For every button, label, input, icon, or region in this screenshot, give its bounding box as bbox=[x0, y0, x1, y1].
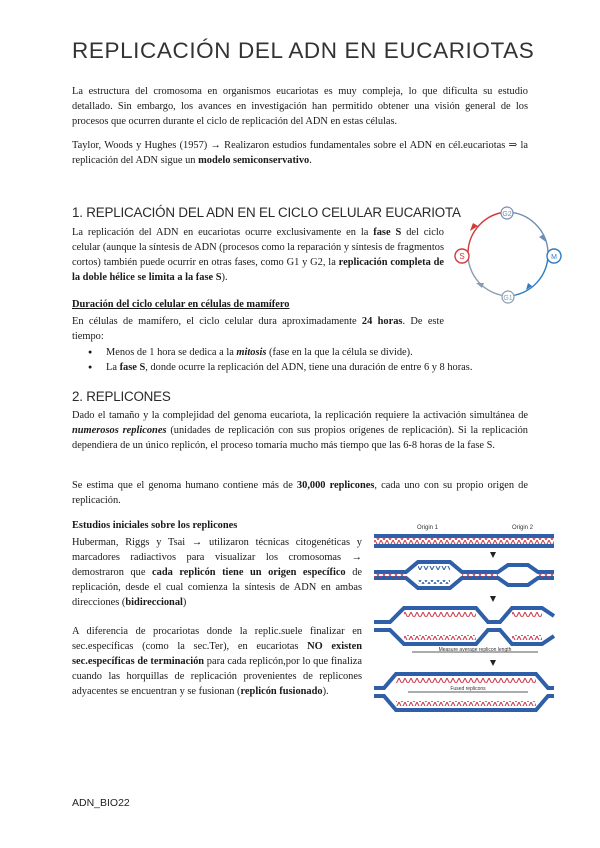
s1-p2-bold: 24 horas bbox=[361, 316, 403, 327]
bullet-1-text-c: (fase en la que la célula se divide). bbox=[266, 347, 413, 358]
s1-bold-statement: replicación completa de la doble hélice se limita a la fase S bbox=[72, 257, 444, 283]
bullet-1-text-a: Menos de 1 hora se dedica a la bbox=[106, 347, 237, 358]
bullet-2-text-c: , donde ocurre la replicación del ADN, tiene una duración de entre 6 y 8 horas. bbox=[145, 362, 473, 373]
s1-p2-text-a: En células de mamífero, el ciclo celular dura aproximadamente bbox=[72, 316, 362, 327]
section-2-heading: 2. REPLICONES bbox=[72, 389, 171, 404]
origin-1-label: Origin 1 bbox=[417, 525, 439, 531]
intro-text-a: Taylor, Woods y Hughes (1957) → Realizaron estudios fundamentales sobre el ADN en cél.eucariotas ⇒ la replicación del ADN sigue un bbox=[72, 140, 528, 166]
origin-2-label: Origin 2 bbox=[512, 525, 534, 531]
s2-p2-text-a: Se estima que el genoma humano contiene más de bbox=[72, 480, 297, 491]
s1-text-c: del ciclo celular (aunque la síntesis de ADN (procesos como la reparación y síntesis de fragmentos cortos) también puede ocurrir en otras fases, como G1 y G2, la bbox=[72, 227, 444, 268]
dna-row-3 bbox=[374, 608, 554, 644]
s2-p1-text-a: Dado el tamaño y la complejidad del genoma eucariota, la replicación requiere la activación simultánea de bbox=[72, 410, 528, 421]
cycle-arrow-g1 bbox=[476, 283, 484, 288]
cycle-arc-g2 bbox=[506, 212, 548, 252]
arrow-down-2 bbox=[490, 596, 496, 602]
s2-p3-text-e: ) bbox=[182, 597, 187, 608]
section-1-subheading: Duración del ciclo celular en células de mamífero bbox=[72, 299, 290, 310]
g2-label: G2 bbox=[502, 211, 512, 218]
dna-row-1 bbox=[374, 534, 554, 548]
s2-p2-text-c: , cada uno con su propio origen de replicación. bbox=[72, 480, 528, 506]
s2-p4-text-c: para cada replicón,por lo que finaliza cuando las horquillas de replicación provenientes de replicones adyacentes se encuentran y se fusionan ( bbox=[72, 656, 362, 697]
page-title: REPLICACIÓN DEL ADN EN EUCARIOTAS bbox=[72, 38, 535, 63]
section-2-paragraph-4 bbox=[72, 624, 362, 699]
intro-text: La estructura del cromosoma en organismos eucariotas es muy compleja, lo que dificulta su estudio detallado. Sin embargo, los avances en investigación han permitido obtener una visión general de los procesos que ocurren durante el ciclo de replicación del ADN en estas células. bbox=[72, 86, 528, 127]
section-2-paragraph-1 bbox=[72, 408, 528, 453]
section-2-paragraph-2 bbox=[72, 478, 528, 508]
arrow-down-3 bbox=[490, 660, 496, 666]
bullet-1-bold: mitosis bbox=[236, 347, 267, 358]
m-label: M bbox=[551, 254, 557, 261]
fused-label: Fused replicons bbox=[450, 686, 486, 692]
s2-p2-bold: 30,000 replicones bbox=[296, 480, 375, 491]
cycle-arc-m bbox=[508, 252, 548, 296]
section-2-subheading: Estudios iniciales sobre los replicones bbox=[72, 520, 238, 531]
s1-text-a: La replicación del ADN en eucariotas ocurre exclusivamente en la bbox=[72, 227, 374, 238]
g1-label: G1 bbox=[503, 295, 513, 302]
section-1-bullet-list bbox=[72, 345, 532, 375]
s2-p1-bold: numerosos replicones bbox=[72, 425, 167, 436]
page-footer: ADN_BIO22 bbox=[72, 797, 130, 809]
dna-row-2 bbox=[374, 562, 554, 588]
s2-p3-text-a: Huberman, Riggs y Tsai → utilizaron técnicas citogenéticas y marcadores radiactivos para visualizar los cromosomas → demostraron que bbox=[72, 537, 362, 578]
cycle-arc-g1 bbox=[468, 252, 508, 296]
bullet-fase-s bbox=[72, 360, 532, 375]
s2-p4-bold-fusionado: replicón fusionado bbox=[240, 686, 323, 697]
intro-paragraph-1 bbox=[72, 84, 528, 129]
measure-label: Measure average replicon length bbox=[438, 647, 512, 653]
intro-bold-term: modelo semiconservativo bbox=[198, 155, 310, 166]
section-1-heading: 1. REPLICACIÓN DEL ADN EN EL CICLO CELULAR EUCARIOTA bbox=[72, 205, 461, 220]
intro-paragraph-2 bbox=[72, 138, 528, 168]
bullet-2-text-a: La bbox=[106, 362, 120, 373]
intro-text-c: . bbox=[309, 155, 312, 166]
section-1-paragraph-2 bbox=[72, 314, 444, 344]
cycle-arrow-g2 bbox=[539, 234, 546, 242]
s1-text-e: ). bbox=[221, 272, 228, 283]
arrow-down-1 bbox=[490, 552, 496, 558]
s2-p4-text-e: ). bbox=[322, 686, 329, 697]
s2-p3-bold: cada replicón tiene un origen específico bbox=[152, 567, 346, 578]
s2-p3-bold-bidireccional: bidireccional bbox=[125, 597, 183, 608]
s1-p2-text-c: . De este tiempo: bbox=[72, 316, 444, 342]
bullet-mitosis bbox=[72, 345, 532, 360]
s-label: S bbox=[459, 252, 465, 261]
bullet-2-bold: fase S bbox=[119, 362, 146, 373]
s2-p4-bold: NO existen sec.específicas de terminación bbox=[72, 641, 362, 667]
section-2-paragraph-3 bbox=[72, 535, 362, 610]
section-1-paragraph bbox=[72, 225, 444, 285]
s1-bold-fase-s: fase S bbox=[373, 227, 402, 238]
s2-p3-text-c: de replicación, desde el cual comienza la síntesis de ADN en ambas direcciones ( bbox=[72, 567, 362, 608]
s2-p1-text-c: (unidades de replicación con sus propios orígenes de replicación). Si la replicación dependiera de un único replicón, el proceso tomaría mucho más tiempo que las 6-8 horas de la fase S. bbox=[72, 425, 528, 451]
s2-p4-text-a: A diferencia de procariotas donde la replic.suele finalizar en sec.específicas (como la sec.Ter), en eucariotas bbox=[72, 626, 362, 652]
cycle-arc-s bbox=[468, 212, 506, 252]
cell-cycle-diagram bbox=[448, 204, 572, 304]
replicon-figure bbox=[372, 522, 556, 724]
